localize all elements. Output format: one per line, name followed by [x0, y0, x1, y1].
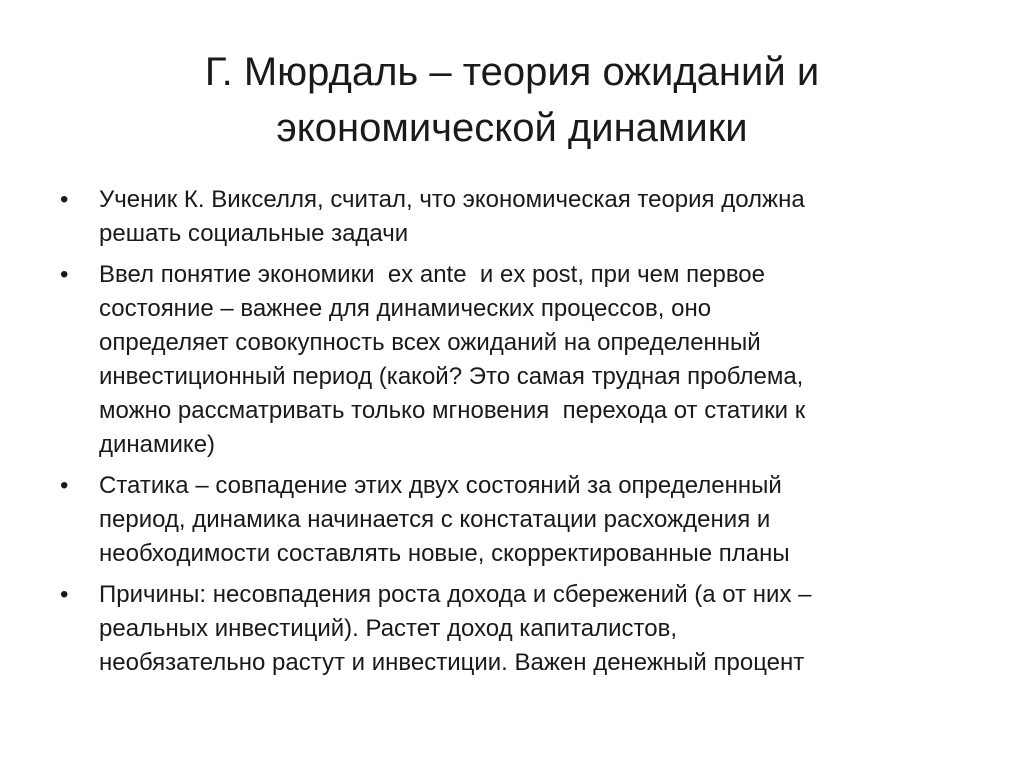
bullet-item — [60, 183, 960, 251]
slide-title-line: экономической динамики — [276, 106, 748, 150]
bullet-text — [99, 183, 960, 251]
bullet-line: динамике) — [99, 431, 216, 458]
bullet-marker: • — [60, 186, 69, 213]
bullet-marker: • — [60, 581, 69, 608]
bullet-text — [99, 578, 960, 680]
bullet-marker: • — [60, 261, 69, 288]
bullet-line: Ученик К. Викселля, считал, что экономическая теория должна — [99, 186, 805, 213]
bullet-line: реальных инвестиций). Растет доход капиталистов, — [99, 615, 678, 642]
bullet-line: определяет совокупность всех ожиданий на определенный — [99, 329, 761, 356]
bullet-line: необходимости составлять новые, скорректированные планы — [99, 540, 790, 567]
slide-title — [60, 44, 964, 156]
bullet-item — [60, 469, 960, 571]
bullet-line: состояние – важнее для динамических процессов, оно — [99, 295, 712, 322]
bullet-line: Статика – совпадение этих двух состояний за определенный — [99, 472, 782, 499]
bullet-line: необязательно растут и инвестиции. Важен денежный процент — [99, 649, 805, 676]
bullet-line: период, динамика начинается с констатации расхождения и — [99, 506, 771, 533]
bullet-line: Причины: несовпадения роста дохода и сбережений (а от них – — [99, 581, 812, 608]
bullet-line: решать социальные задачи — [99, 220, 409, 247]
slide-title-line: Г. Мюрдаль – теория ожиданий и — [204, 50, 820, 94]
bullet-marker: • — [60, 472, 69, 499]
bullet-list — [60, 183, 960, 687]
bullet-line: инвестиционный период (какой? Это самая трудная проблема, — [99, 363, 804, 390]
bullet-item — [60, 258, 960, 462]
bullet-line: можно рассматривать только мгновения перехода от статики к — [99, 397, 806, 424]
bullet-item — [60, 578, 960, 680]
bullet-line: Ввел понятие экономики ex ante и ex post, при чем первое — [99, 261, 765, 288]
bullet-text — [99, 258, 960, 462]
bullet-text — [99, 469, 960, 571]
